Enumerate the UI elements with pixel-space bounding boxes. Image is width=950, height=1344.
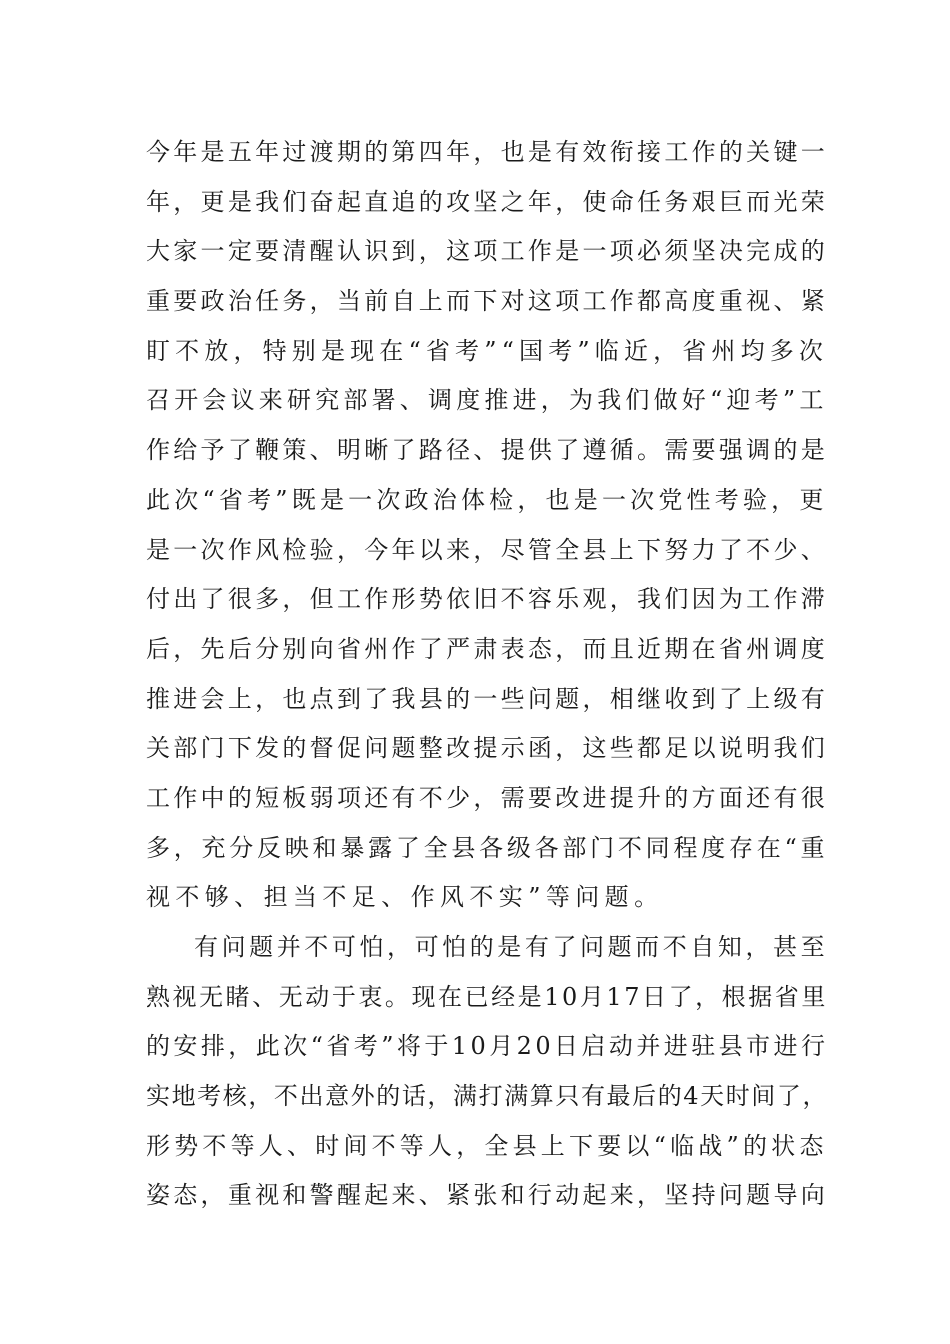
text-line: 召开会议来研究部署、调度推进，为我们做好“迎考”工	[146, 386, 828, 415]
text-line: 视不够、担当不足、作风不实”等问题。	[146, 883, 664, 912]
text-line: 形势不等人、时间不等人，全县上下要以“临战”的状态	[146, 1131, 828, 1160]
text-line: 关部门下发的督促问题整改提示函，这些都足以说明我们	[146, 734, 828, 763]
paragraph-2	[146, 923, 829, 1221]
paragraph-1	[146, 128, 829, 923]
text-line: 熟视无睹、无动于衷。现在已经是10月17日了，根据省里	[146, 982, 828, 1011]
text-line: 推进会上，也点到了我县的一些问题，相继收到了上级有	[146, 684, 828, 713]
text-line: 的安排，此次“省考”将于10月20日启动并进驻县市进行	[146, 1032, 829, 1061]
text-line: 今年是五年过渡期的第四年，也是有效衔接工作的关键一	[146, 138, 828, 166]
text-line: 有问题并不可怕，可怕的是有了问题而不自知，甚至	[194, 933, 829, 961]
text-line: 付出了很多，但工作形势依旧不容乐观，我们因为工作滞	[146, 585, 828, 614]
text-line: 盯不放，特别是现在“省考”“国考”临近，省州均多次	[146, 336, 829, 365]
text-line: 实地考核，不出意外的话，满打满算只有最后的4天时间了，	[146, 1082, 829, 1111]
text-line: 工作中的短板弱项还有不少，需要改进提升的方面还有很	[146, 783, 828, 812]
text-line: 此次“省考”既是一次政治体检，也是一次党性考验，更	[146, 485, 828, 514]
text-line: 作给予了鞭策、明晰了路径、提供了遵循。需要强调的是	[146, 436, 828, 465]
text-line: 后，先后分别向省州作了严肃表态，而且近期在省州调度	[146, 634, 828, 663]
text-line: 大家一定要清醒认识到，这项工作是一项必须坚决完成的	[146, 237, 828, 266]
text-line: 姿态，重视和警醒起来、紧张和行动起来，坚持问题导向	[146, 1181, 828, 1210]
body-text	[146, 128, 829, 1221]
text-line: 是一次作风检验，今年以来，尽管全县上下努力了不少、	[146, 535, 828, 564]
text-line: 年，更是我们奋起直追的攻坚之年，使命任务艰巨而光荣	[146, 187, 828, 216]
text-line: 多，充分反映和暴露了全县各级各部门不同程度存在“重	[146, 833, 829, 862]
text-line: 重要政治任务，当前自上而下对这项工作都高度重视、紧	[146, 287, 828, 316]
